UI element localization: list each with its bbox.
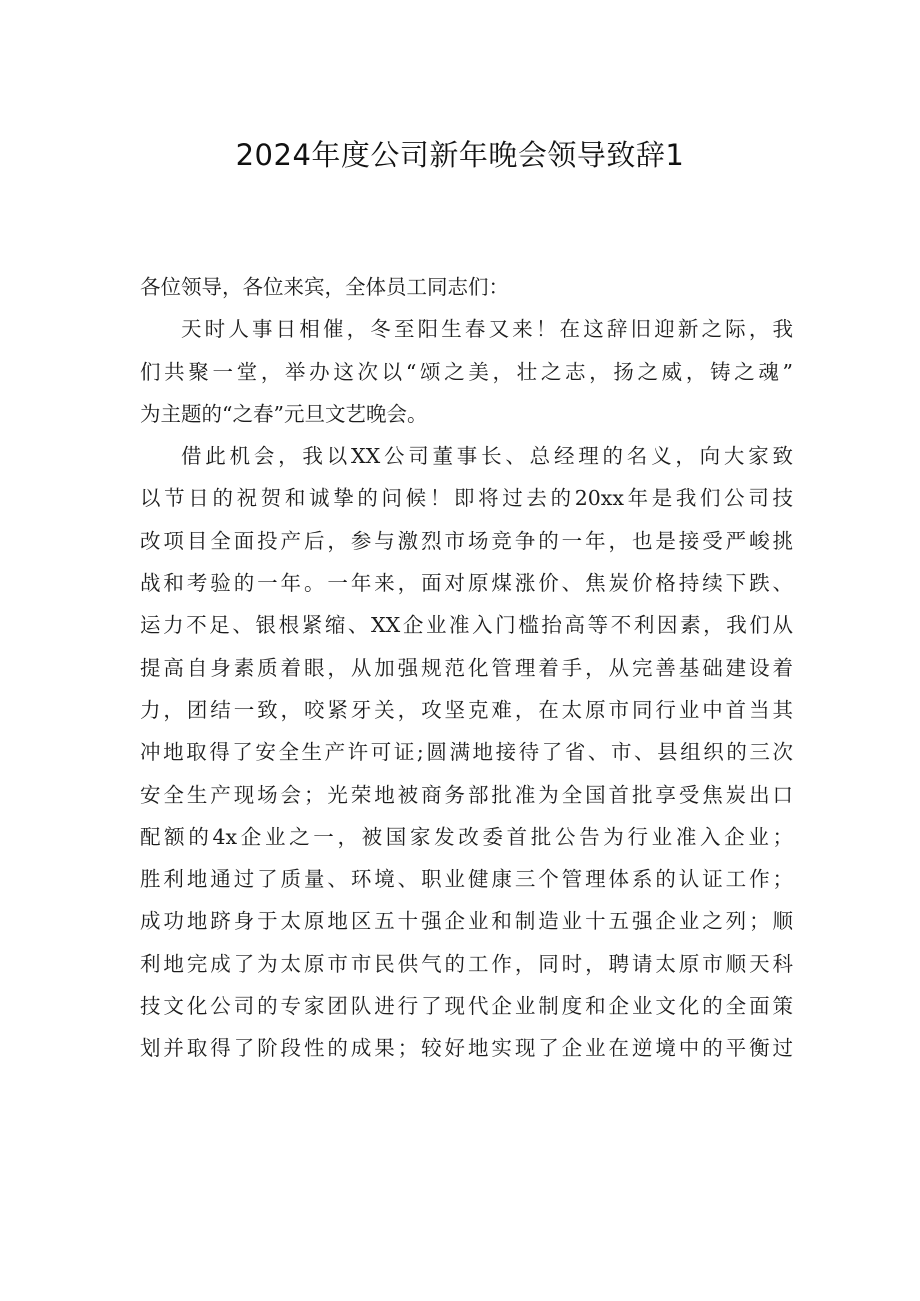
paragraph-line: 划并取得了阶段性的成果；较好地实现了企业在逆境中的平衡过 bbox=[140, 1036, 793, 1061]
paragraph-line: 成功地跻身于太原地区五十强企业和制造业十五强企业之列；顺 bbox=[140, 909, 793, 934]
paragraph-line: 们共聚一堂，举办这次以“颂之美，壮之志，扬之威，铸之魂” bbox=[140, 359, 793, 384]
paragraph-1 bbox=[140, 308, 793, 435]
document-body bbox=[140, 266, 793, 1070]
paragraph-line: 提高自身素质着眼，从加强规范化管理着手，从完善基础建设着 bbox=[140, 655, 793, 680]
paragraph-line: 运力不足、银根紧缩、XX企业准入门槛抬高等不利因素，我们从 bbox=[140, 613, 793, 638]
paragraph-line: 利地完成了为太原市市民供气的工作，同时，聘请太原市顺天科 bbox=[140, 951, 793, 976]
paragraph-line: 胜利地通过了质量、环境、职业健康三个管理体系的认证工作； bbox=[140, 867, 793, 892]
paragraph-line: 以节日的祝贺和诚挚的问候！即将过去的20xx年是我们公司技 bbox=[140, 486, 793, 511]
paragraph-line: 配额的4x企业之一，被国家发改委首批公告为行业准入企业； bbox=[140, 824, 793, 849]
paragraph-line: 战和考验的一年。一年来，面对原煤涨价、焦炭价格持续下跌、 bbox=[140, 571, 793, 596]
paragraph-line: 为主题的“之春”元旦文艺晚会。 bbox=[140, 401, 428, 426]
paragraph-line: 借此机会，我以XX公司董事长、总经理的名义，向大家致 bbox=[181, 444, 793, 469]
paragraph-line: 技文化公司的专家团队进行了现代企业制度和企业文化的全面策 bbox=[140, 994, 793, 1019]
paragraph-line: 天时人事日相催，冬至阳生春又来！在这辞旧迎新之际，我 bbox=[181, 317, 793, 342]
paragraph-line: 改项目全面投产后，参与激烈市场竞争的一年，也是接受严峻挑 bbox=[140, 528, 793, 553]
paragraph-2 bbox=[140, 435, 793, 1069]
paragraph-line: 安全生产现场会；光荣地被商务部批准为全国首批享受焦炭出口 bbox=[140, 782, 793, 807]
paragraph-line: 冲地取得了安全生产许可证;圆满地接待了省、市、县组织的三次 bbox=[140, 740, 793, 765]
document-title: 2024年度公司新年晚会领导致辞1 bbox=[235, 138, 685, 172]
salutation: 各位领导，各位来宾，全体员工同志们： bbox=[140, 275, 509, 299]
paragraph-line: 力，团结一致，咬紧牙关，攻坚克难，在太原市同行业中首当其 bbox=[140, 697, 793, 722]
